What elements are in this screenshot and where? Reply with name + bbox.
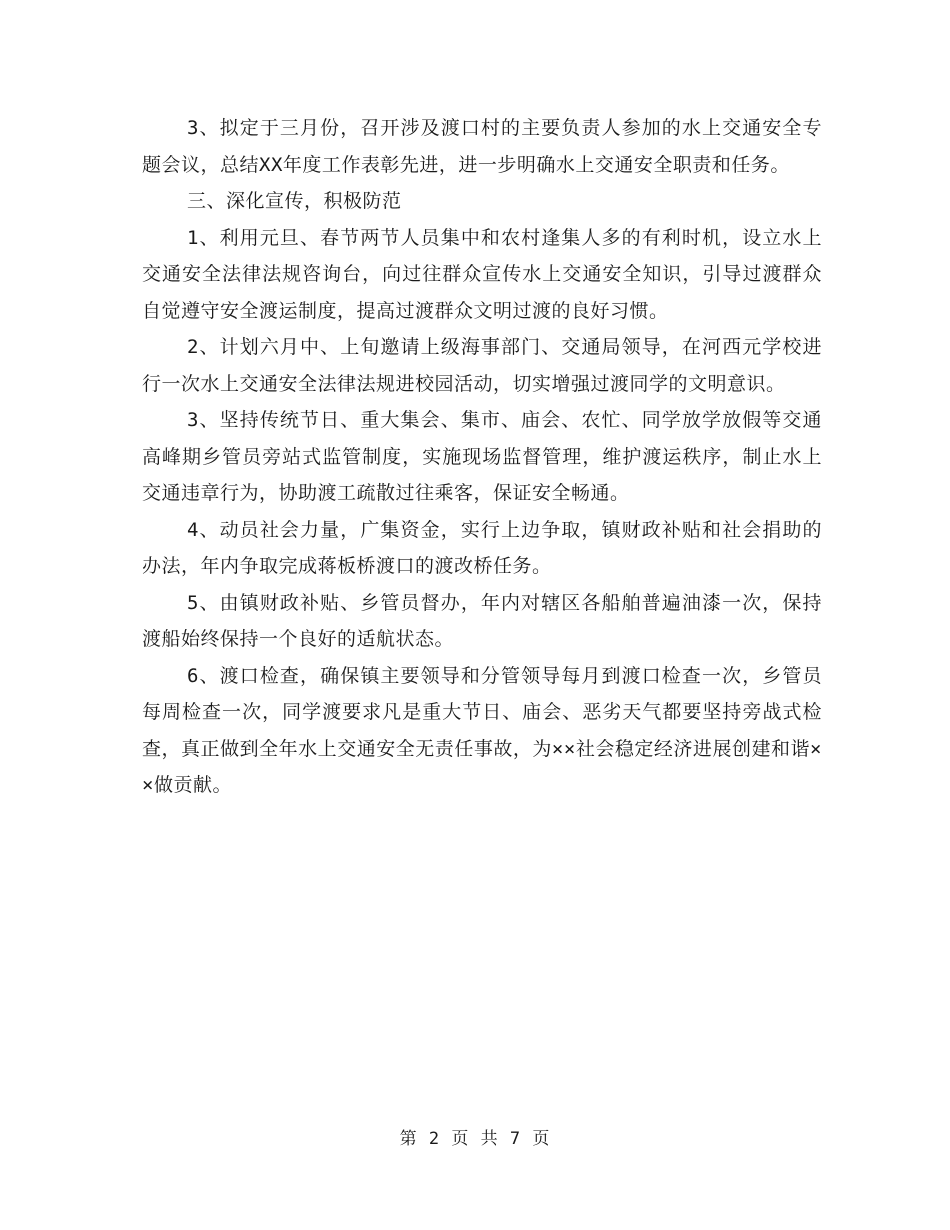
paragraph-item-3-meeting: 3、拟定于三月份，召开涉及渡口村的主要负责人参加的水上交通安全专题会议，总结XX年度工作表彰先进，进一步明确水上交通安全职责和任务。 [142,117,822,176]
paragraph-item-3-supervision: 3、坚持传统节日、重大集会、集市、庙会、农忙、同学放学放假等交通高峰期乡管员旁站式监管制度，实施现场监督管理，维护渡运秩序，制止水上交通违章行为，协助渡工疏散过往乘客，保证安全畅通。 [142,409,822,504]
paragraph-item-6-inspection: 6、渡口检查，确保镇主要领导和分管领导每月到渡口检查一次，乡管员每周检查一次，同学渡要求凡是重大节日、庙会、恶劣天气都要坚持旁战式检查，真正做到全年水上交通安全无责任事故，为××社会稳定经济进展创建和谐××做贡献。 [142,664,822,796]
paragraph-item-1-publicity: 1、利用元旦、春节两节人员集中和农村逢集人多的有利时机，设立水上交通安全法律法规咨询台，向过往群众宣传水上交通安全知识，引导过渡群众自觉遵守安全渡运制度，提高过渡群众文明过渡的良好习惯。 [142,226,822,322]
paragraph-item-4-funding: 4、动员社会力量，广集资金，实行上边争取，镇财政补贴和社会捐助的办法，年内争取完成蒋板桥渡口的渡改桥任务。 [142,518,822,577]
paragraph-item-5-painting: 5、由镇财政补贴、乡管员督办，年内对辖区各船舶普遍油漆一次，保持渡船始终保持一个良好的适航状态。 [142,591,822,650]
document-body [142,110,822,804]
page-number-footer: 第 2 页 共 7 页 [399,1129,551,1149]
paragraph-item-2-school: 2、计划六月中、上旬邀请上级海事部门、交通局领导，在河西元学校进行一次水上交通安全法律法规进校园活动，切实增强过渡同学的文明意识。 [142,336,822,395]
section-heading-3: 三、深化宣传，积极防范 [187,190,402,212]
